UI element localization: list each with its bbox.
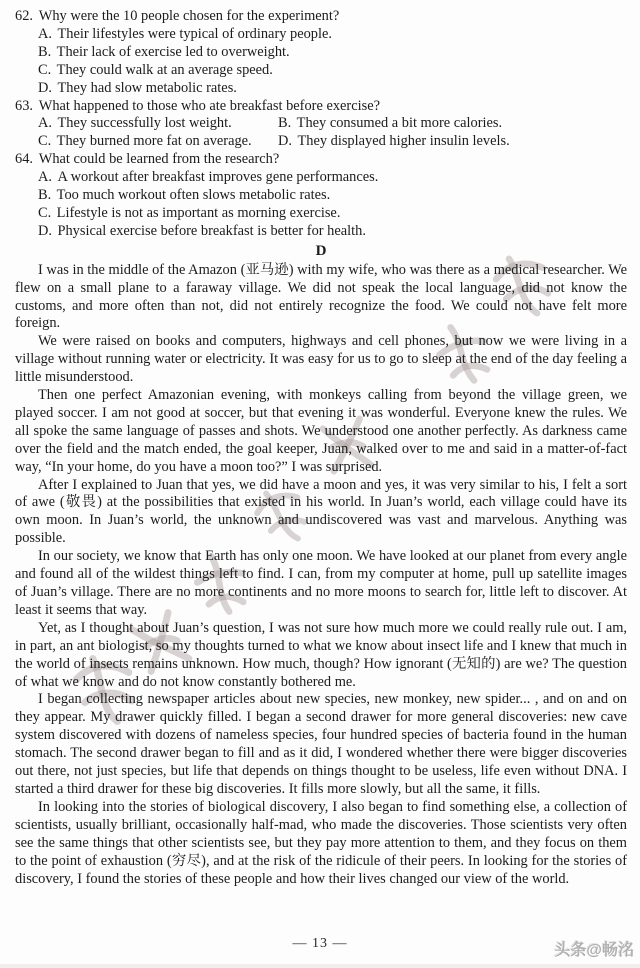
passage-paragraph-8: In looking into the stories of biological discovery, I also began to find something else, a collection of scientists, usually brilliant, occasionally half-mad, who made the discoveries. Those scientists very often see the same things that other scientists see, but they pay more attention to them, and they focus on them to the point of exhaustion (穷尽), and at the risk of the ridicule of their peers. In looking for the stories of discovery, I found the stories of these people and how their lives changed our view of the world.: [15, 798, 627, 887]
option-62-a: [15, 26, 627, 44]
question-stem: [15, 151, 627, 169]
option-label: B.: [278, 115, 292, 132]
option-label: C.: [38, 133, 52, 150]
option-64-b: [15, 187, 627, 205]
passage-paragraph-3: Then one perfect Amazonian evening, with monkeys calling from beyond the village green, we played soccer. I am not good at soccer, but that evening it was wonderful. Everyone knew the rules. We all spoke the same language of passes and shots. We understood one another perfectly. As darkness came over the field and the match ended, the goal keeper, Juan, walked over to me and said in a matter-of-fact way, “In your home, do you have a moon too?” I was surprised.: [15, 387, 627, 475]
passage-paragraph-4: After I explained to Juan that yes, we did have a moon and yes, it was very similar to his, I felt a sort of awe (敬畏) at the possibilities that existed in his world. In Juan’s world, each village could have its own moon. In Juan’s world, the unknown and undiscovered was vast and marvelous. Anything was possible.: [15, 476, 627, 547]
question-62: [15, 8, 627, 98]
option-64-d: [15, 223, 627, 241]
option-63-a: [38, 115, 278, 133]
toutiao-watermark: 头条@畅洺: [554, 942, 634, 960]
question-64: [15, 151, 627, 241]
reading-passage: [15, 262, 627, 889]
question-text: What could be learned from the research?: [38, 151, 280, 168]
option-text: They consumed a bit more calories.: [296, 115, 503, 132]
question-text: What happened to those who ate breakfast before exercise?: [38, 97, 380, 114]
option-64-a: [15, 169, 627, 187]
passage-paragraph-7: I began collecting newspaper articles about new species, new monkey, new spider... , and on and on they appear. My drawer quickly filled. I began a second drawer for more general discoveries: new cave system discovered with dozens of nameless species, four hundred species of bacteria found in the human stomach. The second drawer began to fill and as it did, I wondered whether there were bigger discoveries out there, not just species, but life that depends on things thought to be useless, life even without DNA. I started a third drawer for these big discoveries. It fills more slowly, but all the same, it fills.: [15, 691, 627, 797]
option-label: D.: [38, 79, 52, 96]
option-row: [15, 115, 627, 133]
option-label: B.: [38, 187, 52, 204]
option-label: B.: [38, 43, 52, 60]
option-label: C.: [38, 204, 52, 221]
option-label: D.: [278, 133, 292, 150]
option-text: They could walk at an average speed.: [56, 61, 273, 78]
passage-paragraph-6: Yet, as I thought about Juan’s question, I was not sure how much more we could really rule out. I am, in part, an ant biologist, so my thoughts turned to what we know about insect life and I knew that much in the world of insects remains unknown. How much, though? How ignorant (无知的) are we? The question of what we know and do not know constantly bothered me.: [15, 619, 627, 690]
option-text: They had slow metabolic rates.: [57, 79, 237, 96]
option-text: They successfully lost weight.: [57, 115, 232, 132]
passage-paragraph-5: In our society, we know that Earth has only one moon. We have looked at our planet from every angle and found all of the wildest things left to find. I can, from my computer at home, pull up satellite images of Juan’s village. There are no more continents and no more moons to search for, little left to discover. At least it seems that way.: [15, 548, 627, 618]
option-text: Their lack of exercise led to overweight.: [56, 43, 290, 60]
option-text: Their lifestyles were typical of ordinary people.: [57, 25, 332, 42]
option-label: C.: [38, 61, 52, 78]
passage-paragraph-2: We were raised on books and computers, highways and cell phones, but now we were living in a village without running water or electricity. It was easy for us to go to sleep at the end of the day feeling a little misunderstood.: [15, 333, 627, 386]
option-label: A.: [38, 115, 52, 132]
option-text: Physical exercise before breakfast is better for health.: [57, 222, 366, 239]
option-text: A workout after breakfast improves gene performances.: [57, 169, 379, 186]
option-label: D.: [38, 222, 52, 239]
question-number: 64.: [15, 151, 33, 168]
option-label: A.: [38, 169, 52, 186]
option-text: They burned more fat on average.: [56, 133, 252, 150]
questions-section: [15, 8, 627, 241]
passage-paragraph-1: I was in the middle of the Amazon (亚马逊) with my wife, who was there as a medical researcher. We flew on a small plane to a faraway village. We did not speak the local language, did not know the customs, and more often than not, did not entirely recognize the food. We could not have felt more foreign.: [15, 261, 627, 332]
option-text: Too much workout often slows metabolic rates.: [56, 187, 331, 204]
option-64-c: [15, 205, 627, 223]
option-62-b: [15, 44, 627, 62]
option-63-d: [278, 133, 627, 151]
option-63-b: [278, 115, 627, 133]
page-number: — 13 —: [292, 936, 348, 952]
question-stem: [15, 98, 627, 116]
page-content: [15, 8, 627, 888]
option-62-d: [15, 80, 627, 98]
option-text: Lifestyle is not as important as morning exercise.: [56, 204, 341, 221]
question-number: 63.: [15, 97, 33, 114]
option-63-c: [38, 133, 278, 151]
option-text: They displayed higher insulin levels.: [297, 133, 510, 150]
question-number: 62.: [15, 8, 33, 24]
option-label: A.: [38, 25, 52, 42]
option-62-c: [15, 62, 627, 80]
option-row: [15, 133, 627, 151]
passage-section-label: D: [315, 242, 327, 259]
question-63: [15, 98, 627, 152]
question-text: Why were the 10 people chosen for the experiment?: [38, 8, 340, 24]
scan-edge: [0, 964, 640, 968]
question-stem: [15, 8, 627, 26]
